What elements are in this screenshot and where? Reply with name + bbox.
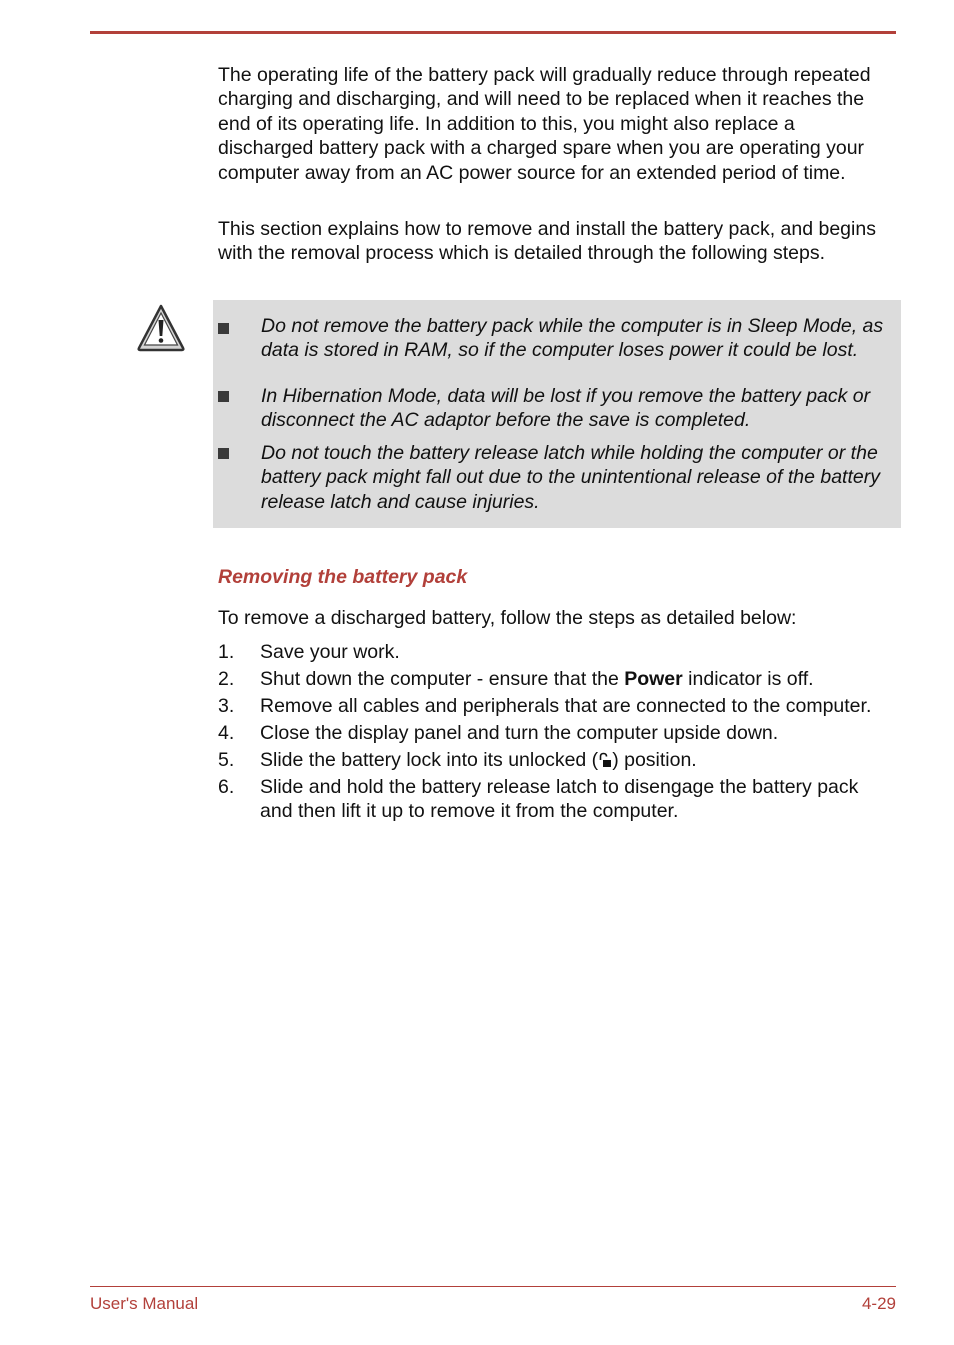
warning-triangle-icon	[136, 303, 186, 353]
step-number: 2.	[218, 667, 235, 690]
step-text: Close the display panel and turn the computer upside down.	[260, 721, 779, 744]
step-item	[218, 694, 888, 718]
step-item	[218, 721, 888, 745]
square-bullet-icon	[218, 391, 229, 402]
step-item	[218, 775, 888, 824]
power-term: Power	[624, 667, 683, 690]
section-heading: Removing the battery pack	[218, 566, 468, 588]
step-item	[218, 748, 888, 772]
step-number: 5.	[218, 748, 235, 771]
warning-text: Do not remove the battery pack while the computer is in Sleep Mode, as data is stored in RAM, so if the computer loses power it could be lost.	[261, 315, 884, 362]
step-text-pre: Slide the battery lock into its unlocked (	[260, 748, 599, 771]
step-item	[218, 640, 888, 664]
header-rule	[90, 31, 896, 34]
step-number: 3.	[218, 694, 235, 717]
step-number: 4.	[218, 721, 235, 744]
intro-paragraph-2: This section explains how to remove and install the battery pack, and begins with the removal process which is detailed through the following steps.	[218, 218, 876, 265]
step-item	[218, 667, 888, 691]
step-number: 6.	[218, 775, 235, 798]
step-number: 1.	[218, 641, 235, 663]
step-text-post: indicator is off.	[682, 667, 814, 690]
steps-list	[218, 640, 888, 826]
square-bullet-icon	[218, 323, 229, 334]
footer-rule	[90, 1286, 896, 1287]
step-text: Remove all cables and peripherals that are connected to the computer.	[260, 694, 872, 717]
footer-page-number: 4-29	[861, 1294, 896, 1313]
warning-text: Do not touch the battery release latch while holding the computer or the battery pack might fall out due to the unintentional release of the battery release latch and cause injuries.	[261, 442, 880, 513]
step-text: Slide and hold the battery release latch to disengage the battery pack and then lift it up to remove it from the computer.	[260, 775, 859, 822]
footer-manual-title: User's Manual	[90, 1294, 199, 1313]
step-text-post: ) position.	[612, 748, 697, 771]
warning-box	[213, 300, 901, 528]
intro-paragraph-1: The operating life of the battery pack will gradually reduce through repeated charging and discharging, and will need to be replaced when it reaches the end of its operating life. In addition to this, you might also replace a discharged battery pack with a charged spare when you are operating your computer away from an AC power source for an extended period of time.	[218, 64, 871, 184]
section-lead: To remove a discharged battery, follow the steps as detailed below:	[218, 607, 797, 629]
square-bullet-icon	[218, 448, 229, 459]
warning-text: In Hibernation Mode, data will be lost if you remove the battery pack or disconnect the AC adaptor before the save is completed.	[261, 385, 871, 432]
step-text-pre: Shut down the computer - ensure that the	[260, 667, 625, 690]
unlocked-padlock-icon	[598, 752, 612, 768]
step-text: Save your work.	[260, 641, 400, 663]
